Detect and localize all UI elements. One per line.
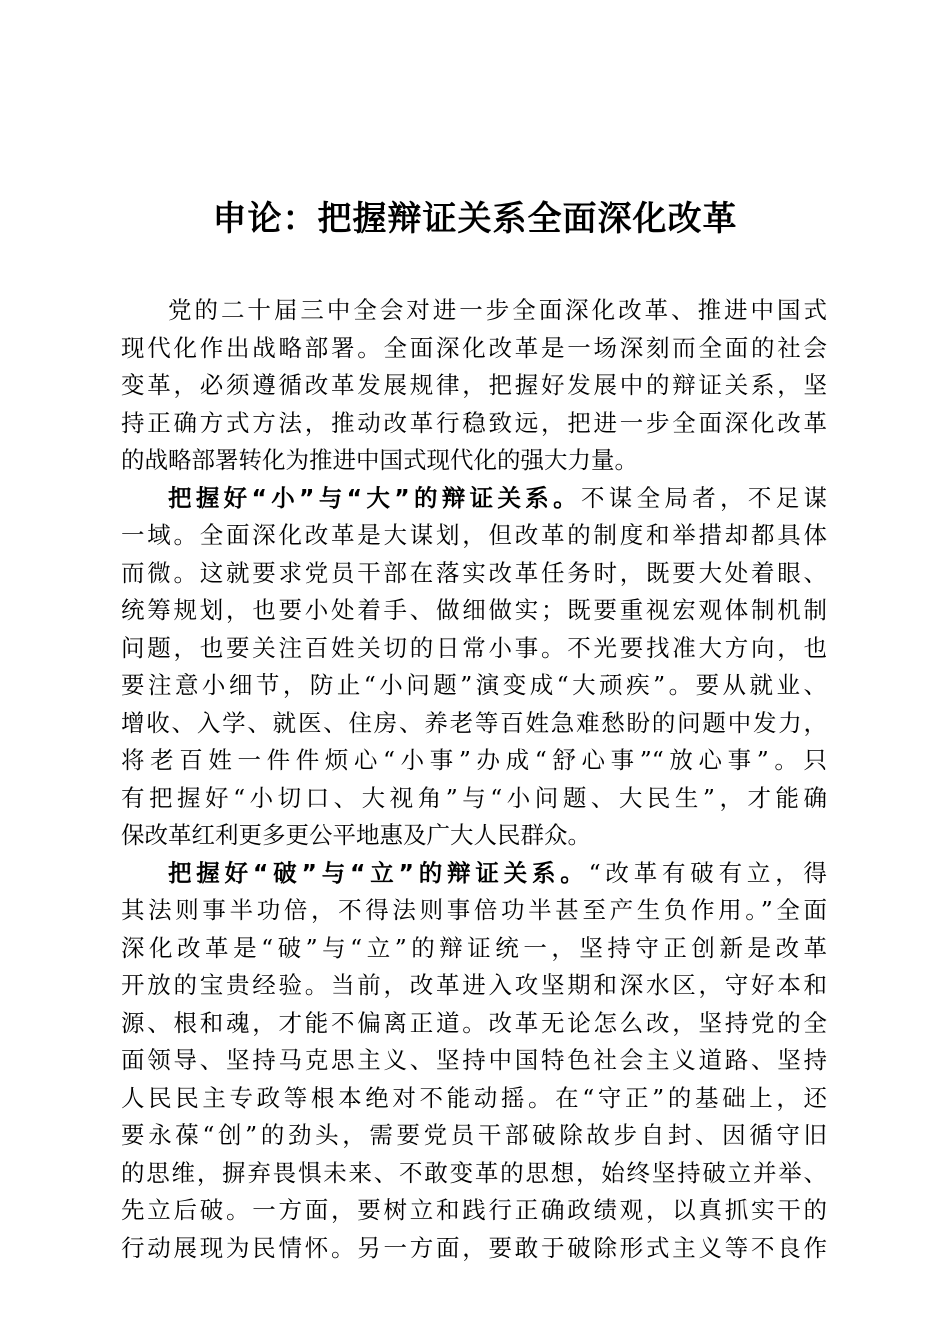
text-line — [121, 517, 827, 555]
text-line — [121, 1230, 827, 1268]
text-line — [121, 442, 827, 480]
line-text: 有把握好“小切口、大视角”与“小问题、大民生”，才能确 — [121, 783, 827, 812]
text-line — [121, 930, 827, 968]
text-line — [121, 292, 827, 330]
text-line — [121, 667, 827, 705]
line-text: 而微。这就要求党员干部在落实改革任务时，既要大处着眼、 — [121, 558, 827, 587]
line-text: 先立后破。一方面，要树立和践行正确政绩观，以真抓实干的 — [121, 1196, 827, 1224]
text-line — [121, 1042, 827, 1080]
text-line — [121, 1117, 827, 1155]
text-line — [121, 1192, 827, 1230]
line-text: 源、根和魂，才能不偏离正道。改革无论怎么改，坚持党的全 — [121, 1008, 827, 1037]
line-text: 要永葆“创”的劲头，需要党员干部破除故步自封、因循守旧 — [121, 1121, 827, 1149]
line-text: “改革有破有立，得 — [588, 858, 828, 887]
line-text: 的战略部署转化为推进中国式现代化的强大力量。 — [121, 446, 638, 474]
line-text: 增收、入学、就医、住房、养老等百姓急难愁盼的问题中发力， — [121, 708, 827, 737]
text-line — [121, 405, 827, 443]
text-line — [121, 592, 827, 630]
document-body — [121, 292, 827, 1267]
text-line — [121, 780, 827, 818]
text-line — [121, 1005, 827, 1043]
text-line — [121, 367, 827, 405]
text-line — [121, 330, 827, 368]
line-text: 一域。全面深化改革是大谋划，但改革的制度和举措却都具体 — [121, 521, 827, 549]
line-text: 持正确方式方法，推动改革行稳致远，把进一步全面深化改革 — [121, 408, 827, 437]
line-text: 其法则事半功倍，不得法则事倍功半甚至产生负作用。”全面 — [121, 896, 827, 924]
line-text: 要注意小细节，防止“小问题”演变成“大顽疾”。要从就业、 — [121, 671, 827, 699]
line-text: 保改革红利更多更公平地惠及广大人民群众。 — [121, 821, 591, 849]
line-text: 党的二十届三中全会对进一步全面深化改革、推进中国式 — [168, 296, 827, 324]
text-line — [121, 480, 827, 518]
text-line — [121, 1080, 827, 1118]
text-line — [121, 1155, 827, 1193]
text-line — [121, 630, 827, 668]
line-text: 人民民主专政等根本绝对不能动摇。在“守正”的基础上，还 — [121, 1083, 827, 1112]
section-heading: 把握好“破”与“立”的辩证关系。 — [168, 858, 589, 887]
line-text: 的思维，摒弃畏惧未来、不敢变革的思想，始终坚持破立并举、 — [121, 1158, 827, 1187]
text-line — [121, 742, 827, 780]
line-text: 面领导、坚持马克思主义、坚持中国特色社会主义道路、坚持 — [121, 1046, 827, 1074]
text-line — [121, 892, 827, 930]
text-line — [121, 855, 827, 893]
line-text: 行动展现为民情怀。另一方面，要敢于破除形式主义等不良作 — [121, 1233, 827, 1262]
line-text: 现代化作出战略部署。全面深化改革是一场深刻而全面的社会 — [121, 333, 827, 362]
line-text: 深化改革是“破”与“立”的辩证统一，坚持守正创新是改革 — [121, 933, 827, 962]
line-text: 问题，也要关注百姓关切的日常小事。不光要找准大方向，也 — [121, 633, 827, 662]
text-line — [121, 705, 827, 743]
line-text: 将老百姓一件件烦心“小事”办成“舒心事”“放心事”。只 — [121, 746, 827, 774]
text-line — [121, 817, 827, 855]
document-title: 申论：把握辩证关系全面深化改革 — [212, 199, 738, 239]
line-text: 开放的宝贵经验。当前，改革进入攻坚期和深水区，守好本和 — [121, 971, 827, 999]
line-text: 统筹规划，也要小处着手、做细做实；既要重视宏观体制机制 — [121, 596, 827, 624]
line-text: 不谋全局者，不足谋 — [580, 483, 828, 512]
line-text: 变革，必须遵循改革发展规律，把握好发展中的辩证关系，坚 — [121, 371, 827, 399]
section-heading: 把握好“小”与“大”的辩证关系。 — [168, 483, 581, 512]
text-line — [121, 555, 827, 593]
text-line — [121, 967, 827, 1005]
